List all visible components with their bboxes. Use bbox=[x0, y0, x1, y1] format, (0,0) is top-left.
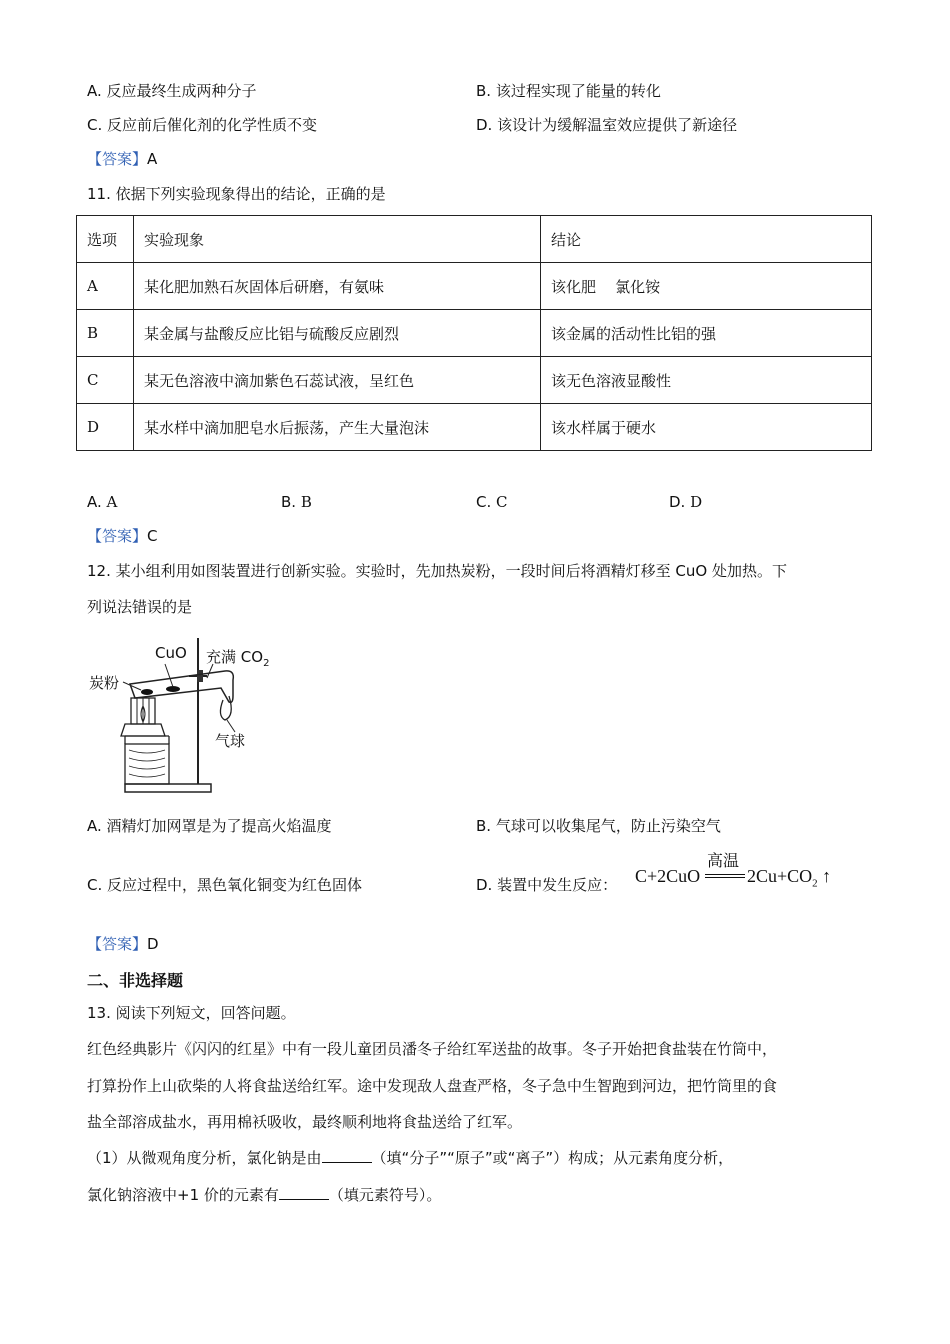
q11-option-c: C. C bbox=[476, 493, 508, 511]
label-cuo: CuO bbox=[155, 644, 187, 662]
row-phenomenon: 某化肥加熟石灰固体后研磨，有氨味 bbox=[134, 263, 541, 310]
q11-option-b: B. B bbox=[281, 493, 312, 511]
q10-option-a: A. 反应最终生成两种分子 bbox=[87, 82, 257, 100]
q10-option-c: C. 反应前后催化剂的化学性质不变 bbox=[87, 116, 318, 134]
apparatus-figure bbox=[85, 636, 285, 798]
q12-option-c: C. 反应过程中，黑色氧化铜变为红色固体 bbox=[87, 876, 363, 894]
label-carbon: 炭粉 bbox=[89, 674, 120, 692]
q12-stem-line1: 12. 某小组利用如图装置进行创新实验。实验时，先加热炭粉，一段时间后将酒精灯移至 CuO 处加热。下 bbox=[87, 562, 787, 580]
answer-blank[interactable] bbox=[279, 1185, 329, 1200]
q12-answer: 【答案】D bbox=[87, 935, 159, 953]
row-phenomenon: 某水样中滴加肥皂水后振荡，产生大量泡沫 bbox=[134, 404, 541, 451]
row-option: B bbox=[77, 310, 134, 357]
q13-stem: 13. 阅读下列短文，回答问题。 bbox=[87, 1004, 296, 1022]
q11-stem: 11. 依据下列实验现象得出的结论，正确的是 bbox=[87, 185, 386, 203]
equation-condition: 高温 bbox=[707, 853, 740, 870]
table-header-row bbox=[77, 216, 872, 263]
q13-passage-line1: 红色经典影片《闪闪的红星》中有一段儿童团员潘冬子给红军送盐的故事。冬子开始把食盐装在竹筒中， bbox=[87, 1040, 778, 1058]
equation-left: C+2CuO bbox=[635, 866, 701, 886]
q10-option-d: D. 该设计为缓解温室效应提供了新途径 bbox=[476, 116, 738, 134]
q12-option-a: A. 酒精灯加网罩是为了提高火焰温度 bbox=[87, 817, 332, 835]
table-row bbox=[77, 404, 872, 451]
header-phenomenon: 实验现象 bbox=[134, 216, 541, 263]
section-title: 二、非选择题 bbox=[87, 971, 184, 990]
q13-part1-line2: 氯化钠溶液中+1 价的元素有 （填元素符号）。 bbox=[87, 1186, 442, 1204]
q11-option-a: A. A bbox=[87, 493, 118, 511]
table-row bbox=[77, 263, 872, 310]
row-conclusion: 该金属的活动性比铝的强 bbox=[541, 310, 872, 357]
row-phenomenon: 某金属与盐酸反应比铝与硫酸反应剧烈 bbox=[134, 310, 541, 357]
q11-answer: 【答案】C bbox=[87, 527, 158, 545]
q13-passage-line3: 盐全部溶成盐水，再用棉袄吸收，最终顺利地将食盐送给了红军。 bbox=[87, 1113, 523, 1131]
q11-option-d: D. D bbox=[669, 493, 703, 511]
row-option: D bbox=[77, 404, 134, 451]
row-conclusion: 该化肥 氯化铵 bbox=[541, 263, 872, 310]
q10-answer: 【答案】A bbox=[87, 150, 158, 168]
q10-option-b: B. 该过程实现了能量的转化 bbox=[476, 82, 661, 100]
label-balloon: 气球 bbox=[215, 732, 246, 750]
answer-blank[interactable] bbox=[322, 1148, 372, 1163]
header-option: 选项 bbox=[77, 216, 134, 263]
q11-table bbox=[76, 215, 872, 451]
header-conclusion: 结论 bbox=[541, 216, 872, 263]
q12-stem-line2: 列说法错误的是 bbox=[87, 598, 193, 616]
q12-option-b: B. 气球可以收集尾气，防止污染空气 bbox=[476, 817, 721, 835]
row-option: A bbox=[77, 263, 134, 310]
row-option: C bbox=[77, 357, 134, 404]
row-phenomenon: 某无色溶液中滴加紫色石蕊试液，呈红色 bbox=[134, 357, 541, 404]
row-conclusion: 该无色溶液显酸性 bbox=[541, 357, 872, 404]
label-co2: 充满 $CO_2$ bbox=[206, 648, 270, 669]
equation-right: $2Cu+CO_2$ ↑ bbox=[747, 866, 832, 890]
q13-passage-line2: 打算扮作上山砍柴的人将食盐送给红军。途中发现敌人盘查严格，冬子急中生智跑到河边，把竹筒里的食 bbox=[87, 1077, 778, 1095]
row-conclusion: 该水样属于硬水 bbox=[541, 404, 872, 451]
q12-option-d: D. 装置中发生反应： bbox=[476, 876, 618, 894]
q13-part1-line1: （1）从微观角度分析，氯化钠是由 （填“分子”“原子”或“离子”）构成；从元素角度分析， bbox=[87, 1149, 734, 1167]
table-row bbox=[77, 357, 872, 404]
table-row bbox=[77, 310, 872, 357]
equation-equals bbox=[705, 874, 745, 878]
